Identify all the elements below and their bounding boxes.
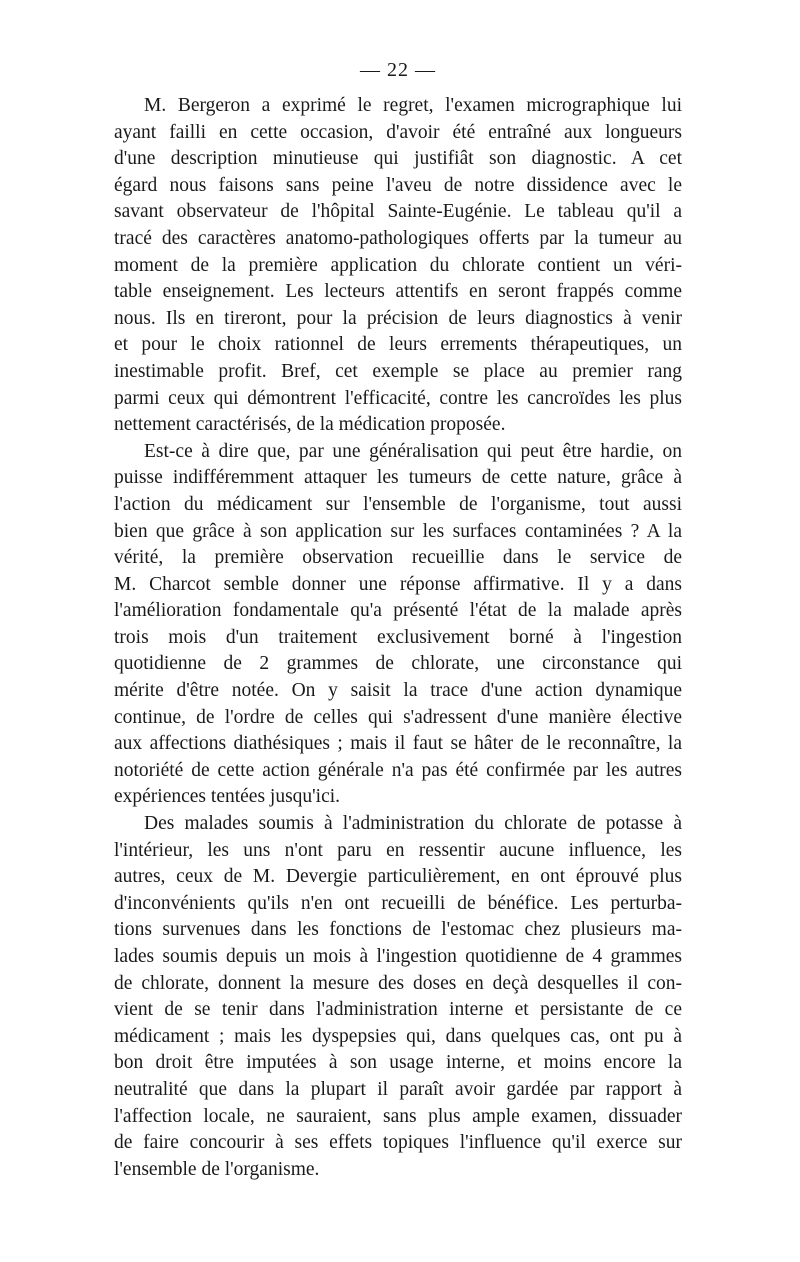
text-line: de chlorate, donnent la mesure des doses en deçà desquelles il con-	[114, 972, 682, 994]
page-number: — 22 —	[360, 59, 436, 81]
text-line: tions survenues dans les fonctions de l'estomac chez plusieurs ma-	[114, 919, 682, 941]
text-line: aux affections diathésiques ; mais il faut se hâter de le reconnaître, la	[114, 733, 682, 755]
text-line: expériences tentées jusqu'ici.	[114, 786, 341, 808]
text-line: égard nous faisons sans peine l'aveu de notre dissidence avec le	[114, 174, 682, 196]
text-line: et pour le choix rationnel de leurs errements thérapeutiques, un	[114, 334, 682, 356]
text-line: médicament ; mais les dyspepsies qui, dans quelques cas, ont pu à	[114, 1025, 682, 1047]
text-line: vient de se tenir dans l'administration interne et persistante de ce	[114, 999, 682, 1021]
paragraph	[114, 93, 682, 439]
text-line: l'amélioration fondamentale qu'a présenté l'état de la malade après	[114, 600, 682, 622]
text-line: l'action du médicament sur l'ensemble de l'organisme, tout aussi	[114, 493, 682, 515]
text-line: notoriété de cette action générale n'a pas été confirmée par les autres	[114, 759, 682, 781]
text-line: tracé des caractères anatomo-pathologiques offerts par la tumeur au	[114, 227, 682, 249]
text-line: Des malades soumis à l'administration du chlorate de potasse à	[144, 813, 682, 835]
text-line: d'une description minutieuse qui justifiât son diagnostic. A cet	[114, 148, 682, 170]
text-line: inestimable profit. Bref, cet exemple se place au premier rang	[114, 360, 682, 382]
text-line: table enseignement. Les lecteurs attentifs en seront frappés comme	[114, 281, 682, 303]
body-text	[114, 93, 682, 1183]
text-line: nettement caractérisés, de la médication proposée.	[114, 414, 506, 436]
text-line: Est-ce à dire que, par une généralisation qui peut être hardie, on	[144, 440, 682, 462]
text-line: vérité, la première observation recueillie dans le service de	[114, 547, 682, 569]
text-line: continue, de l'ordre de celles qui s'adressent d'une manière élective	[114, 706, 682, 728]
text-line: M. Charcot semble donner une réponse affirmative. Il y a dans	[114, 573, 682, 595]
text-line: de faire concourir à ses effets topiques l'influence qu'il exerce sur	[114, 1132, 682, 1154]
text-line: savant observateur de l'hôpital Sainte-Eugénie. Le tableau qu'il a	[114, 201, 682, 223]
text-line: bon droit être imputées à son usage interne, et moins encore la	[114, 1052, 682, 1074]
paragraph	[114, 439, 682, 811]
document-page	[114, 56, 682, 1183]
text-line: autres, ceux de M. Devergie particulièrement, en ont éprouvé plus	[114, 866, 682, 888]
text-line: l'ensemble de l'organisme.	[114, 1158, 320, 1180]
text-line: lades soumis depuis un mois à l'ingestion quotidienne de 4 grammes	[114, 946, 682, 967]
text-line: l'intérieur, les uns n'ont paru en ressentir aucune influence, les	[114, 839, 682, 861]
paragraph	[114, 811, 682, 1183]
text-line: mérite d'être notée. On y saisit la trace d'une action dynamique	[114, 680, 682, 702]
text-line: nous. Ils en tireront, pour la précision de leurs diagnostics à venir	[114, 307, 682, 329]
text-line: l'affection locale, ne sauraient, sans plus ample examen, dissuader	[114, 1105, 682, 1127]
text-line: M. Bergeron a exprimé le regret, l'examen micrographique lui	[144, 95, 682, 116]
text-line: trois mois d'un traitement exclusivement borné à l'ingestion	[114, 626, 682, 648]
text-line: puisse indifféremment attaquer les tumeurs de cette nature, grâce à	[114, 467, 682, 489]
text-line: neutralité que dans la plupart il paraît avoir gardée par rapport à	[114, 1078, 682, 1100]
text-line: moment de la première application du chlorate contient un véri-	[114, 254, 682, 276]
text-line: parmi ceux qui démontrent l'efficacité, contre les cancroïdes les plus	[114, 387, 682, 409]
text-line: bien que grâce à son application sur les surfaces contaminées ? A la	[114, 520, 682, 542]
text-line: ayant failli en cette occasion, d'avoir été entraîné aux longueurs	[114, 121, 682, 143]
text-line: d'inconvénients qu'ils n'en ont recueilli de bénéfice. Les perturba-	[114, 892, 682, 914]
text-line: quotidienne de 2 grammes de chlorate, une circonstance qui	[114, 653, 682, 675]
